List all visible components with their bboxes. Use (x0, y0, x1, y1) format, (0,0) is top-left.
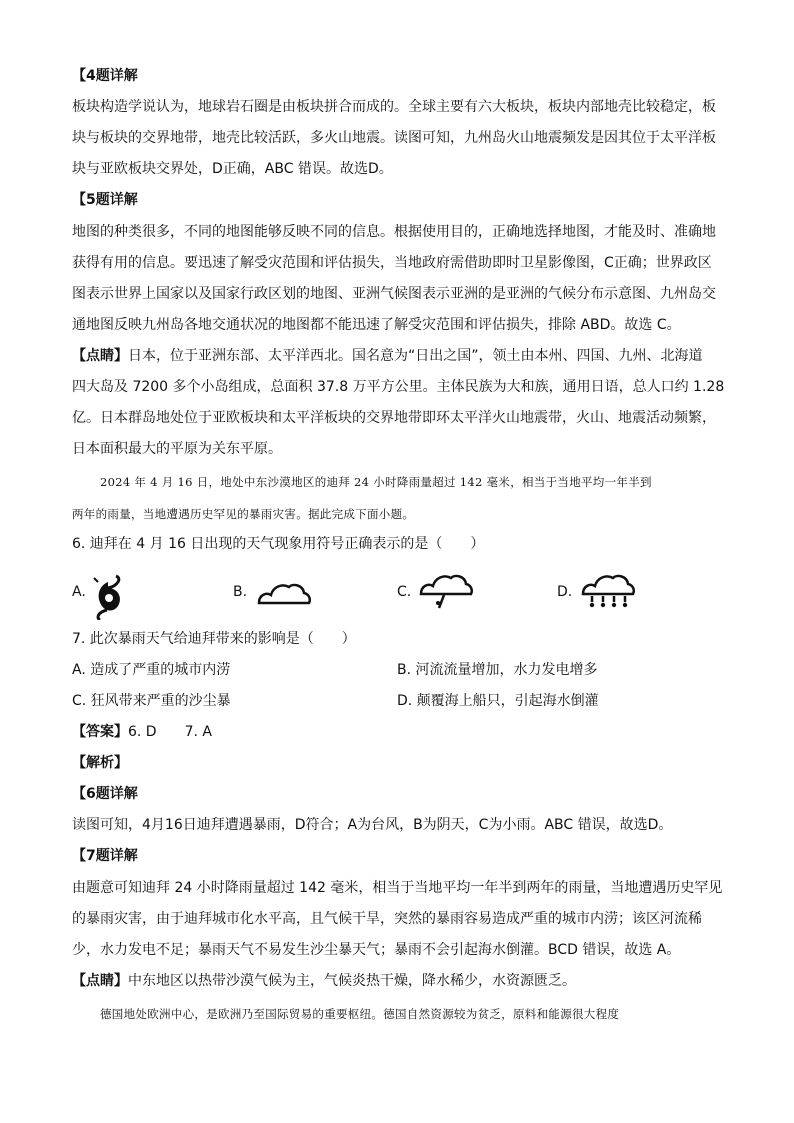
q4-text-line-3: 块与亚欧板块交界处，D正确，ABC 错误。故选D。 (72, 161, 393, 177)
typhoon-icon (90, 574, 126, 620)
q6-option-b-label: B. (233, 584, 248, 600)
point1-text: 日本，位于亚洲东部、太平洋西北。国名意为“日出之国”，领土由本州、四国、九州、北海道 (128, 348, 703, 364)
point2-line (72, 971, 576, 991)
q7-option-a: A. 造成了严重的城市内涝 (72, 662, 231, 678)
q4-text-line-2: 块与板块的交界地带，地壳比较活跃，多火山地震。读图可知，九州岛火山地震频发是因其位于太平洋板 (72, 130, 716, 146)
q7-option-b: B. 河流流量增加，水力发电增多 (397, 662, 598, 678)
point2-text: 中东地区以热带沙漠气候为主，气候炎热干燥，降水稀少，水资源匮乏。 (128, 973, 576, 989)
q6-option-c-label: C. (397, 584, 412, 600)
q4-header: 【4题详解 (72, 68, 138, 84)
point1-line-2: 四大岛及 7200 多个小岛组成，总面积 37.8 万平方公里。主体民族为大和族，通用日语，总人口约 1.28 (72, 379, 725, 395)
q6-option-d-label: D. (557, 584, 573, 600)
q6-explain-text: 读图可知，4月16日迪拜遭遇暴雨，D符合；A为台风，B为阴天，C为小雨。ABC 错误，故选D。 (72, 817, 673, 833)
analysis-label: 【解析】 (72, 755, 128, 771)
point1-label: 【点睛】 (72, 348, 128, 364)
q6-option-a-label: A. (72, 584, 86, 600)
q7-explain-line-3: 少，水力发电不足；暴雨天气不易发生沙尘暴天气；暴雨不会引起海水倒灌。BCD 错误，故选 A。 (72, 942, 681, 958)
passage2-line-1: 德国地处欧洲中心，是欧洲乃至国际贸易的重要枢纽。德国自然资源较为贫乏，原料和能源很大程度 (100, 1007, 620, 1021)
q5-text-line-1: 地图的种类很多，不同的地图能够反映不同的信息。根据使用目的，正确地选择地图，才能及时、准确地 (72, 224, 716, 240)
q7-explain-line-2: 的暴雨灾害，由于迪拜城市化水平高，且气候干旱，突然的暴雨容易造成严重的城市内涝；该区河流稀 (72, 911, 702, 927)
q7-option-c: C. 狂风带来严重的沙尘暴 (72, 693, 231, 709)
q5-header: 【5题详解 (72, 192, 138, 208)
point2-label: 【点睛】 (72, 973, 128, 989)
q5-text-line-4: 通地图反映九州岛各地交通状况的地图都不能迅速了解受灾范围和评估损失，排除 ABD。故选 C。 (72, 317, 681, 333)
light-rain-icon (418, 572, 474, 612)
q7-option-d: D. 颠覆海上船只，引起海水倒灌 (397, 693, 599, 709)
q6-question: 6. 迪拜在 4 月 16 日出现的天气现象用符号正确表示的是（ ） (72, 536, 485, 552)
answer-label: 【答案】 (72, 724, 128, 740)
answer-line (72, 722, 212, 742)
rainstorm-icon (580, 574, 636, 610)
point1-line-4: 日本面积最大的平原为关东平原。 (72, 441, 282, 457)
q6-explain-header: 【6题详解 (72, 786, 138, 802)
q5-text-line-2: 获得有用的信息。要迅速了解受灾范围和评估损失，当地政府需借助即时卫星影像图，C正确；世界政区 (72, 255, 712, 271)
q7-explain-header: 【7题详解 (72, 848, 138, 864)
point1-line-1 (72, 346, 703, 366)
q5-text-line-3: 图表示世界上国家以及国家行政区划的地图、亚洲气候图表示亚洲的是亚洲的气候分布示意图、九州岛交 (72, 286, 716, 302)
point1-line-3: 亿。日本群岛地处位于亚欧板块和太平洋板块的交界地带即环太平洋火山地震带，火山、地震活动频繁， (72, 410, 716, 426)
passage1-line-1: 2024 年 4 月 16 日，地处中东沙漠地区的迪拜 24 小时降雨量超过 142 毫米，相当于当地平均一年半到 (100, 475, 652, 489)
passage1-line-2: 两年的雨量，当地遭遇历史罕见的暴雨灾害。据此完成下面小题。 (72, 507, 415, 521)
answer-text: 6. D 7. A (128, 724, 212, 740)
overcast-icon (256, 580, 312, 606)
q4-text-line-1: 板块构造学说认为，地球岩石圈是由板块拼合而成的。全球主要有六大板块，板块内部地壳比较稳定，板 (72, 99, 716, 115)
q7-question: 7. 此次暴雨天气给迪拜带来的影响是（ ） (72, 631, 356, 647)
q7-explain-line-1: 由题意可知迪拜 24 小时降雨量超过 142 毫米，相当于当地平均一年半到两年的雨量，当地遭遇历史罕见 (72, 880, 723, 896)
